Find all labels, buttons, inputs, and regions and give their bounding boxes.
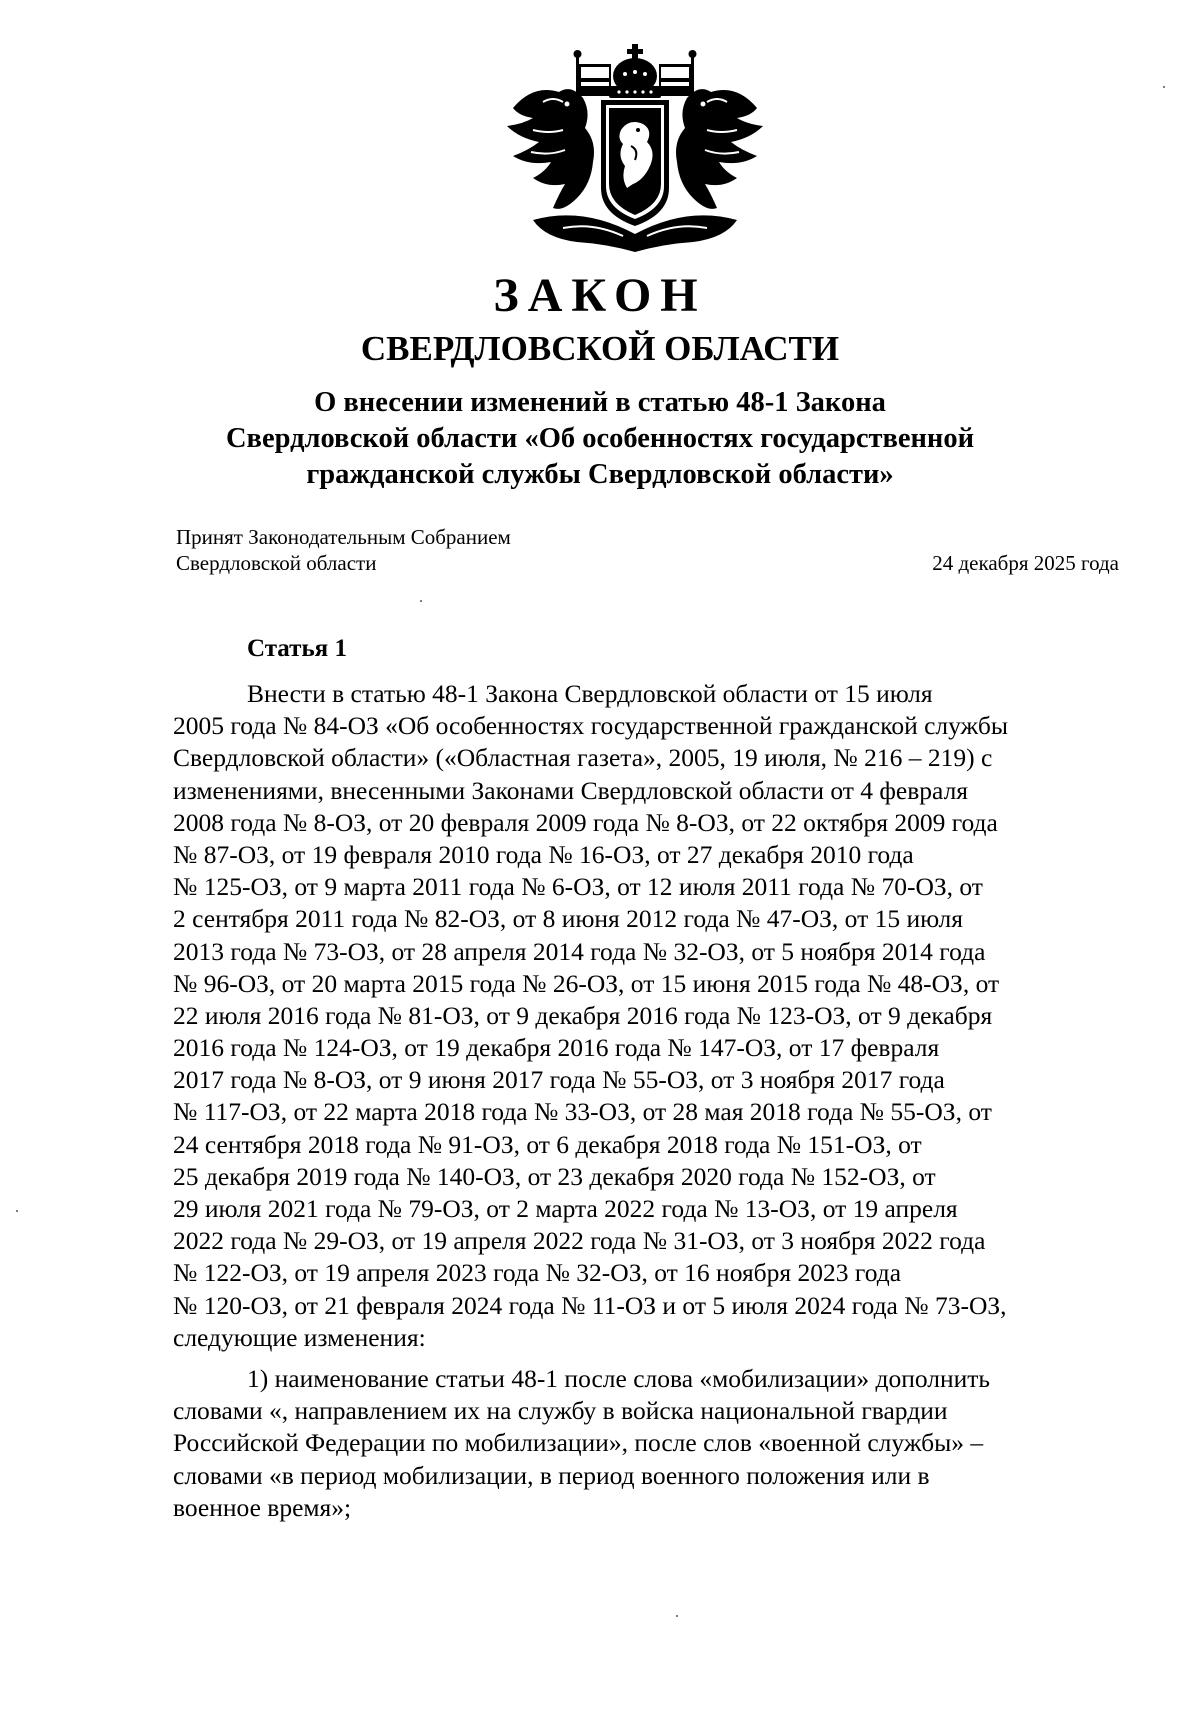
law-title-line: Свердловской области «Об особенностях государственной (225, 423, 975, 454)
paragraph-line: словами «в период мобилизации, в период военного положения или в (173, 1460, 930, 1490)
scan-speck (16, 1210, 18, 1212)
adoption-statement (176, 524, 511, 576)
paragraph-line: № 87-ОЗ, от 19 февраля 2010 года № 16-ОЗ, от 27 декабря 2010 года (173, 839, 914, 869)
paragraph-line: 2 сентября 2011 года № 82-ОЗ, от 8 июня 2012 года № 47-ОЗ, от 15 июля (173, 904, 964, 934)
article-heading: Статья 1 (247, 635, 347, 662)
paragraph-line: Российской Федерации по мобилизации», после слов «военной службы» – (173, 1428, 984, 1458)
paragraph-line: № 117-ОЗ, от 22 марта 2018 года № 33-ОЗ, от 28 мая 2018 года № 55-ОЗ, от (173, 1097, 992, 1127)
region-heading: СВЕРДЛОВСКОЙ ОБЛАСТИ (360, 329, 840, 368)
law-title-line: гражданской службы Свердловской области» (306, 459, 894, 490)
paragraph-line: № 96-ОЗ, от 20 марта 2015 года № 26-ОЗ, от 15 июня 2015 года № 48-ОЗ, от (173, 968, 1000, 998)
paragraph-line: № 125-ОЗ, от 9 марта 2011 года № 6-ОЗ, от 12 июля 2011 года № 70-ОЗ, от (173, 872, 983, 902)
law-title-line: О внесении изменений в статью 48-1 Закона (314, 387, 886, 418)
article-paragraph (173, 678, 1111, 1354)
adoption-date: 24 декабря 2025 года (932, 551, 1119, 575)
paragraph-line: 22 июля 2016 года № 81-ОЗ, от 9 декабря 2016 года № 123-ОЗ, от 9 декабря (173, 1000, 993, 1030)
law-title (150, 385, 1050, 493)
paragraph-line: словами «, направлением их на службу в войска национальной гвардии (173, 1396, 948, 1426)
paragraph-line: военное время»; (173, 1492, 352, 1522)
paragraph-line: 2016 года № 124-ОЗ, от 19 декабря 2016 года № 147-ОЗ, от 17 февраля (173, 1033, 940, 1063)
paragraph-line: 2013 года № 73-ОЗ, от 28 апреля 2014 года № 32-ОЗ, от 5 ноября 2014 года (173, 936, 986, 966)
scan-speck (676, 1615, 678, 1617)
coat-of-arms-icon (493, 38, 777, 260)
paragraph-line: 2017 года № 8-ОЗ, от 9 июня 2017 года № 55-ОЗ, от 3 ноября 2017 года (173, 1065, 945, 1095)
paragraph-line: 25 декабря 2019 года № 140-ОЗ, от 23 декабря 2020 года № 152-ОЗ, от (173, 1161, 936, 1191)
paragraph-line: изменениями, внесенными Законами Свердловской области от 4 февраля (173, 775, 969, 805)
paragraph-line: 2022 года № 29-ОЗ, от 19 апреля 2022 года № 31-ОЗ, от 3 ноября 2022 года (173, 1226, 986, 1256)
paragraph-line: 1) наименование статьи 48-1 после слова «мобилизации» дополнить (247, 1364, 991, 1393)
paragraph-line: 2005 года № 84-ОЗ «Об особенностях государственной гражданской службы (173, 711, 1008, 741)
scan-speck (420, 600, 422, 602)
adoption-line: Принят Законодательным Собранием (176, 525, 511, 549)
paragraph-line: № 122-ОЗ, от 19 апреля 2023 года № 32-ОЗ, от 16 ноября 2023 года (173, 1258, 902, 1288)
paragraph-line: 2008 года № 8-ОЗ, от 20 февраля 2009 года № 8-ОЗ, от 22 октября 2009 года (173, 807, 998, 837)
paragraph-line: 24 сентября 2018 года № 91-ОЗ, от 6 декабря 2018 года № 151-ОЗ, от (173, 1129, 922, 1159)
paragraph-line: Внести в статью 48-1 Закона Свердловской области от 15 июля (247, 679, 933, 708)
paragraph-line: № 120-ОЗ, от 21 февраля 2024 года № 11-ОЗ и от 5 июля 2024 года № 73-ОЗ, (173, 1290, 1007, 1320)
paragraph-line: 29 июля 2021 года № 79-ОЗ, от 2 марта 2022 года № 13-ОЗ, от 19 апреля (173, 1194, 958, 1223)
paragraph-line: Свердловской области» («Областная газета», 2005, 19 июля, № 216 – 219) с (173, 743, 993, 773)
document-type-heading: ЗАКОН (493, 269, 707, 322)
amendment-item (173, 1363, 1111, 1524)
adoption-line: Свердловской области (176, 551, 377, 575)
paragraph-line: следующие изменения: (173, 1322, 426, 1352)
scan-speck (1163, 86, 1165, 88)
